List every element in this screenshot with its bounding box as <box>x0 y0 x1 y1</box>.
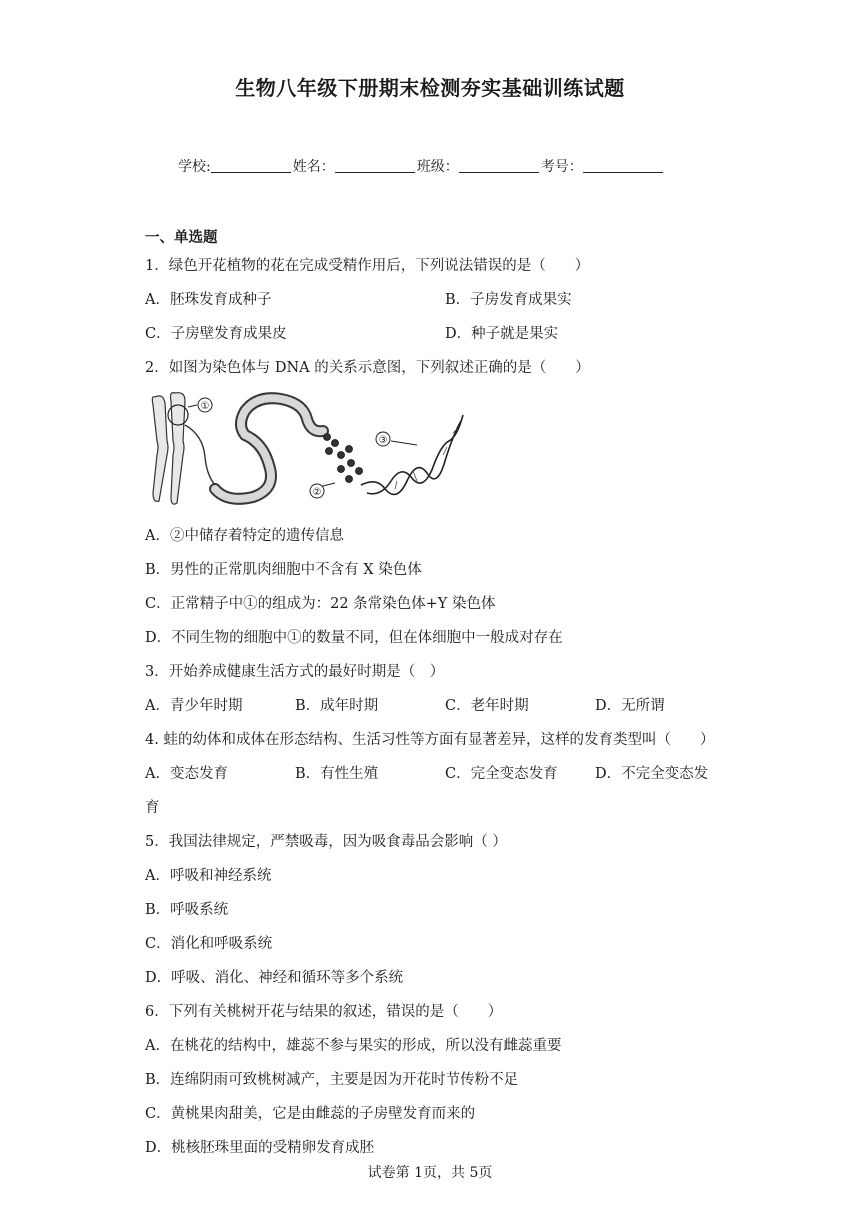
question-3-option-b[interactable]: B．成年时期 <box>295 698 379 714</box>
nucleosome-beads <box>324 434 363 483</box>
question-6-option-b[interactable]: B．连绵阴雨可致桃树减产，主要是因为开花时节传粉不足 <box>145 1072 519 1088</box>
question-6-option-c[interactable]: C．黄桃果肉甜美，它是由雌蕊的子房壁发育而来的 <box>145 1106 476 1122</box>
section-title: 一、单选题 <box>145 229 218 246</box>
question-1-option-d[interactable]: D．种子就是果实 <box>445 326 559 342</box>
question-2-option-c[interactable]: C．正常精子中①的组成为：22 条常染色体+Y 染色体 <box>145 596 496 612</box>
question-1-option-b[interactable]: B．子房发育成果实 <box>445 292 572 308</box>
dna-double-helix <box>361 415 463 494</box>
question-3-option-d[interactable]: D．无所谓 <box>595 698 665 714</box>
number-blank[interactable] <box>583 158 663 173</box>
page-title: 生物八年级下册期末检测夯实基础训练试题 <box>235 76 625 100</box>
question-2-stem: 2．如图为染色体与 DNA 的关系示意图，下列叙述正确的是（ ） <box>145 360 590 376</box>
school-blank[interactable] <box>211 158 291 173</box>
label-1: ① <box>200 401 210 412</box>
question-4-stem: 4. 蛙的幼体和成体在形态结构、生活习性等方面有显著差异，这样的发育类型叫（ ） <box>145 732 715 748</box>
chromosome-shape <box>152 393 185 504</box>
question-1-stem: 1．绿色开花植物的花在完成受精作用后，下列说法错误的是（ ） <box>145 258 590 274</box>
class-label: 班级： <box>416 159 459 175</box>
chromosome-dna-diagram <box>145 385 465 513</box>
question-5-option-d[interactable]: D．呼吸、消化、神经和循环等多个系统 <box>145 970 404 986</box>
question-6-option-d[interactable]: D．桃核胚珠里面的受精卵发育成胚 <box>145 1140 375 1156</box>
coiled-chromatin <box>215 398 323 499</box>
question-2-option-b[interactable]: B．男性的正常肌肉细胞中不含有 X 染色体 <box>145 562 422 578</box>
class-blank[interactable] <box>459 158 539 173</box>
question-2-option-d[interactable]: D．不同生物的细胞中①的数量不同，但在体细胞中一般成对存在 <box>145 630 563 646</box>
question-5-option-c[interactable]: C．消化和呼吸系统 <box>145 936 273 952</box>
name-label: 姓名： <box>292 159 335 175</box>
question-5-option-a[interactable]: A．呼吸和神经系统 <box>145 868 272 884</box>
question-4-option-a[interactable]: A．变态发育 <box>145 766 228 782</box>
question-4-option-d[interactable]: D．不完全变态发 <box>595 766 709 782</box>
question-5-option-b[interactable]: B．呼吸系统 <box>145 902 229 918</box>
question-4-option-d-continued: 育 <box>145 800 160 816</box>
question-6-option-a[interactable]: A．在桃花的结构中，雄蕊不参与果实的形成，所以没有雌蕊重要 <box>145 1038 562 1054</box>
question-3-option-a[interactable]: A．青少年时期 <box>145 698 243 714</box>
school-label: 学校: <box>178 159 211 175</box>
student-info-line <box>178 156 665 176</box>
question-1-option-a[interactable]: A．胚珠发育成种子 <box>145 292 272 308</box>
question-3-stem: 3．开始养成健康生活方式的最好时期是（ ） <box>145 664 445 680</box>
label-3: ③ <box>378 435 388 446</box>
label-2: ② <box>312 487 322 498</box>
name-blank[interactable] <box>335 158 415 173</box>
question-3-option-c[interactable]: C．老年时期 <box>445 698 529 714</box>
question-6-stem: 6．下列有关桃树开花与结果的叙述，错误的是（ ） <box>145 1004 503 1020</box>
question-1-option-c[interactable]: C．子房壁发育成果皮 <box>145 326 287 342</box>
question-4-option-c[interactable]: C．完全变态发育 <box>445 766 558 782</box>
page-footer: 试卷第 1页，共 5页 <box>367 1165 493 1181</box>
number-label: 考号： <box>540 159 583 175</box>
question-2-option-a[interactable]: A．②中储存着特定的遗传信息 <box>145 528 344 544</box>
question-5-stem: 5．我国法律规定，严禁吸毒，因为吸食毒品会影响（ ） <box>145 834 507 850</box>
question-4-option-b[interactable]: B．有性生殖 <box>295 766 379 782</box>
